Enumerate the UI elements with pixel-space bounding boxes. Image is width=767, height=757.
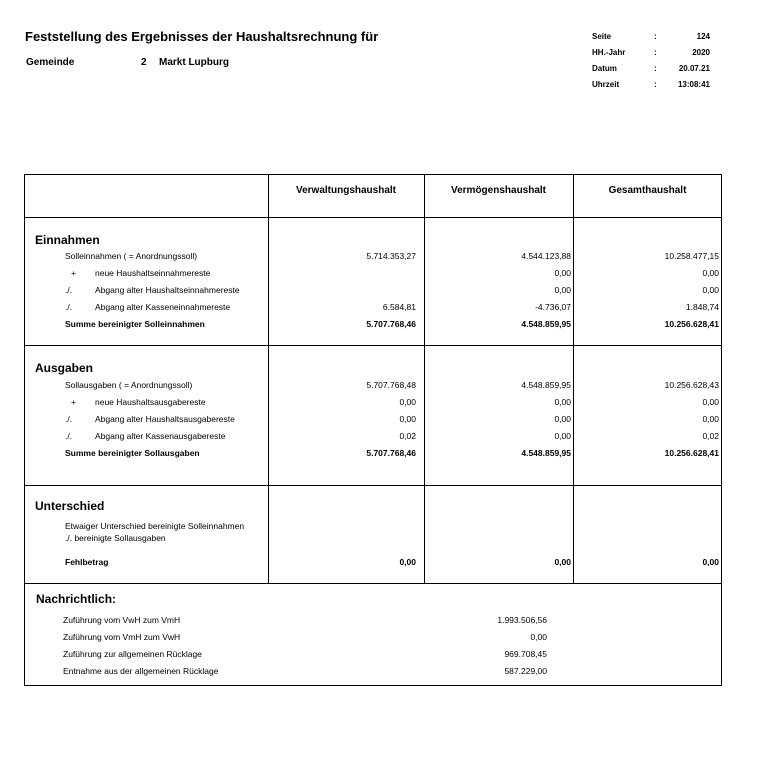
gemeinde-number: 2	[141, 57, 147, 68]
meta-value-datum: 20.07.21	[678, 64, 710, 73]
row-label: Abgang alter Haushaltseinnahmereste	[95, 285, 240, 295]
sum-vermoegen: 4.548.859,95	[521, 448, 571, 458]
value-gesamt: 0,00	[702, 414, 719, 424]
row-prefix: ./.	[65, 302, 73, 312]
column-header-verwaltung: Verwaltungshaushalt	[295, 185, 397, 196]
row-label: Sollausgaben ( = Anordnungssoll)	[65, 380, 193, 390]
column-header-vermoegen: Vermögenshaushalt	[450, 185, 547, 196]
meta-label-seite: Seite	[592, 32, 612, 41]
nachrichtlich-label: Zuführung vom VmH zum VwH	[63, 632, 181, 642]
section-title-ausgaben: Ausgaben	[35, 361, 94, 375]
sum-label: Summe bereinigter Solleinnahmen	[65, 319, 205, 329]
value-gesamt: 10.258.477,15	[664, 251, 719, 261]
nachrichtlich-value: 587.229,00	[504, 666, 547, 676]
section-title-einnahmen: Einnahmen	[35, 233, 100, 247]
sum-verwaltung: 5.707.768,46	[366, 319, 416, 329]
header-divider	[25, 217, 721, 218]
value-verwaltung: 0,02	[399, 431, 416, 441]
nachrichtlich-value: 0,00	[530, 632, 547, 642]
section-divider	[25, 485, 721, 486]
value-verwaltung: 0,00	[399, 414, 416, 424]
fehlbetrag-label: Fehlbetrag	[65, 557, 109, 567]
unterschied-line2: ./. bereinigte Sollausgaben	[65, 533, 166, 543]
value-vermoegen: 4.548.859,95	[521, 380, 571, 390]
row-label: Abgang alter Kasseneinnahmereste	[95, 302, 231, 312]
meta-label-uhrzeit: Uhrzeit	[592, 80, 620, 89]
fehlbetrag-vermoegen: 0,00	[554, 557, 571, 567]
value-vermoegen: -4.736,07	[535, 302, 571, 312]
meta-value-seite: 124	[696, 32, 710, 41]
sum-vermoegen: 4.548.859,95	[521, 319, 571, 329]
column-divider	[573, 175, 574, 583]
fehlbetrag-gesamt: 0,00	[702, 557, 719, 567]
value-vermoegen: 0,00	[554, 268, 571, 278]
sum-gesamt: 10.256.628,41	[664, 319, 719, 329]
value-vermoegen: 0,00	[554, 285, 571, 295]
value-vermoegen: 0,00	[554, 414, 571, 424]
nachrichtlich-label: Zuführung zur allgemeinen Rücklage	[63, 649, 202, 659]
meta-sep: :	[654, 64, 657, 73]
row-prefix: ./.	[65, 431, 73, 441]
gemeinde-name: Markt Lupburg	[159, 57, 229, 68]
value-vermoegen: 4.544.123,88	[521, 251, 571, 261]
meta-value-jahr: 2020	[692, 48, 710, 57]
row-label: neue Haushaltseinnahmereste	[95, 268, 211, 278]
section-title-nachrichtlich: Nachrichtlich:	[36, 592, 117, 606]
row-prefix: +	[71, 268, 76, 278]
value-gesamt: 10.256.628,43	[664, 380, 719, 390]
meta-sep: :	[654, 48, 657, 57]
value-gesamt: 0,00	[702, 397, 719, 407]
column-divider	[268, 175, 269, 583]
row-label: neue Haushaltsausgabereste	[95, 397, 206, 407]
nachrichtlich-value: 969.708,45	[504, 649, 547, 659]
section-divider	[25, 345, 721, 346]
sum-gesamt: 10.256.628,41	[664, 448, 719, 458]
value-vermoegen: 0,00	[554, 397, 571, 407]
value-gesamt: 0,00	[702, 285, 719, 295]
value-gesamt: 1.848,74	[685, 302, 719, 312]
row-prefix: ./.	[65, 414, 73, 424]
page-title: Feststellung des Ergebnisses der Haushaltsrechnung für	[25, 29, 379, 44]
row-label: Abgang alter Kassenausgabereste	[95, 431, 226, 441]
row-prefix: ./.	[65, 285, 73, 295]
value-vermoegen: 0,00	[554, 431, 571, 441]
section-title-unterschied: Unterschied	[35, 499, 105, 513]
nachrichtlich-box	[24, 583, 722, 686]
column-divider	[424, 175, 425, 583]
nachrichtlich-value: 1.993.506,56	[497, 615, 547, 625]
row-label: Abgang alter Haushaltsausgabereste	[95, 414, 235, 424]
value-gesamt: 0,00	[702, 268, 719, 278]
value-verwaltung: 5.714.353,27	[366, 251, 416, 261]
value-verwaltung: 5.707.768,48	[366, 380, 416, 390]
nachrichtlich-label: Zuführung vom VwH zum VmH	[63, 615, 181, 625]
gemeinde-label: Gemeinde	[26, 57, 75, 68]
value-gesamt: 0,02	[702, 431, 719, 441]
row-label: Solleinnahmen ( = Anordnungssoll)	[65, 251, 198, 261]
row-prefix: +	[71, 397, 76, 407]
result-table	[24, 174, 722, 584]
meta-label-jahr: HH.-Jahr	[592, 48, 626, 57]
nachrichtlich-label: Entnahme aus der allgemeinen Rücklage	[63, 666, 219, 676]
meta-sep: :	[654, 32, 657, 41]
column-header-gesamt: Gesamthaushalt	[608, 185, 687, 196]
meta-value-uhrzeit: 13:08:41	[677, 80, 710, 89]
meta-sep: :	[654, 80, 657, 89]
value-verwaltung: 6.584,81	[382, 302, 416, 312]
sum-label: Summe bereinigter Sollausgaben	[65, 448, 200, 458]
value-verwaltung: 0,00	[399, 397, 416, 407]
sum-verwaltung: 5.707.768,46	[366, 448, 416, 458]
fehlbetrag-verwaltung: 0,00	[399, 557, 416, 567]
unterschied-line1: Etwaiger Unterschied bereinigte Solleinnahmen	[65, 521, 245, 531]
meta-label-datum: Datum	[592, 64, 617, 73]
